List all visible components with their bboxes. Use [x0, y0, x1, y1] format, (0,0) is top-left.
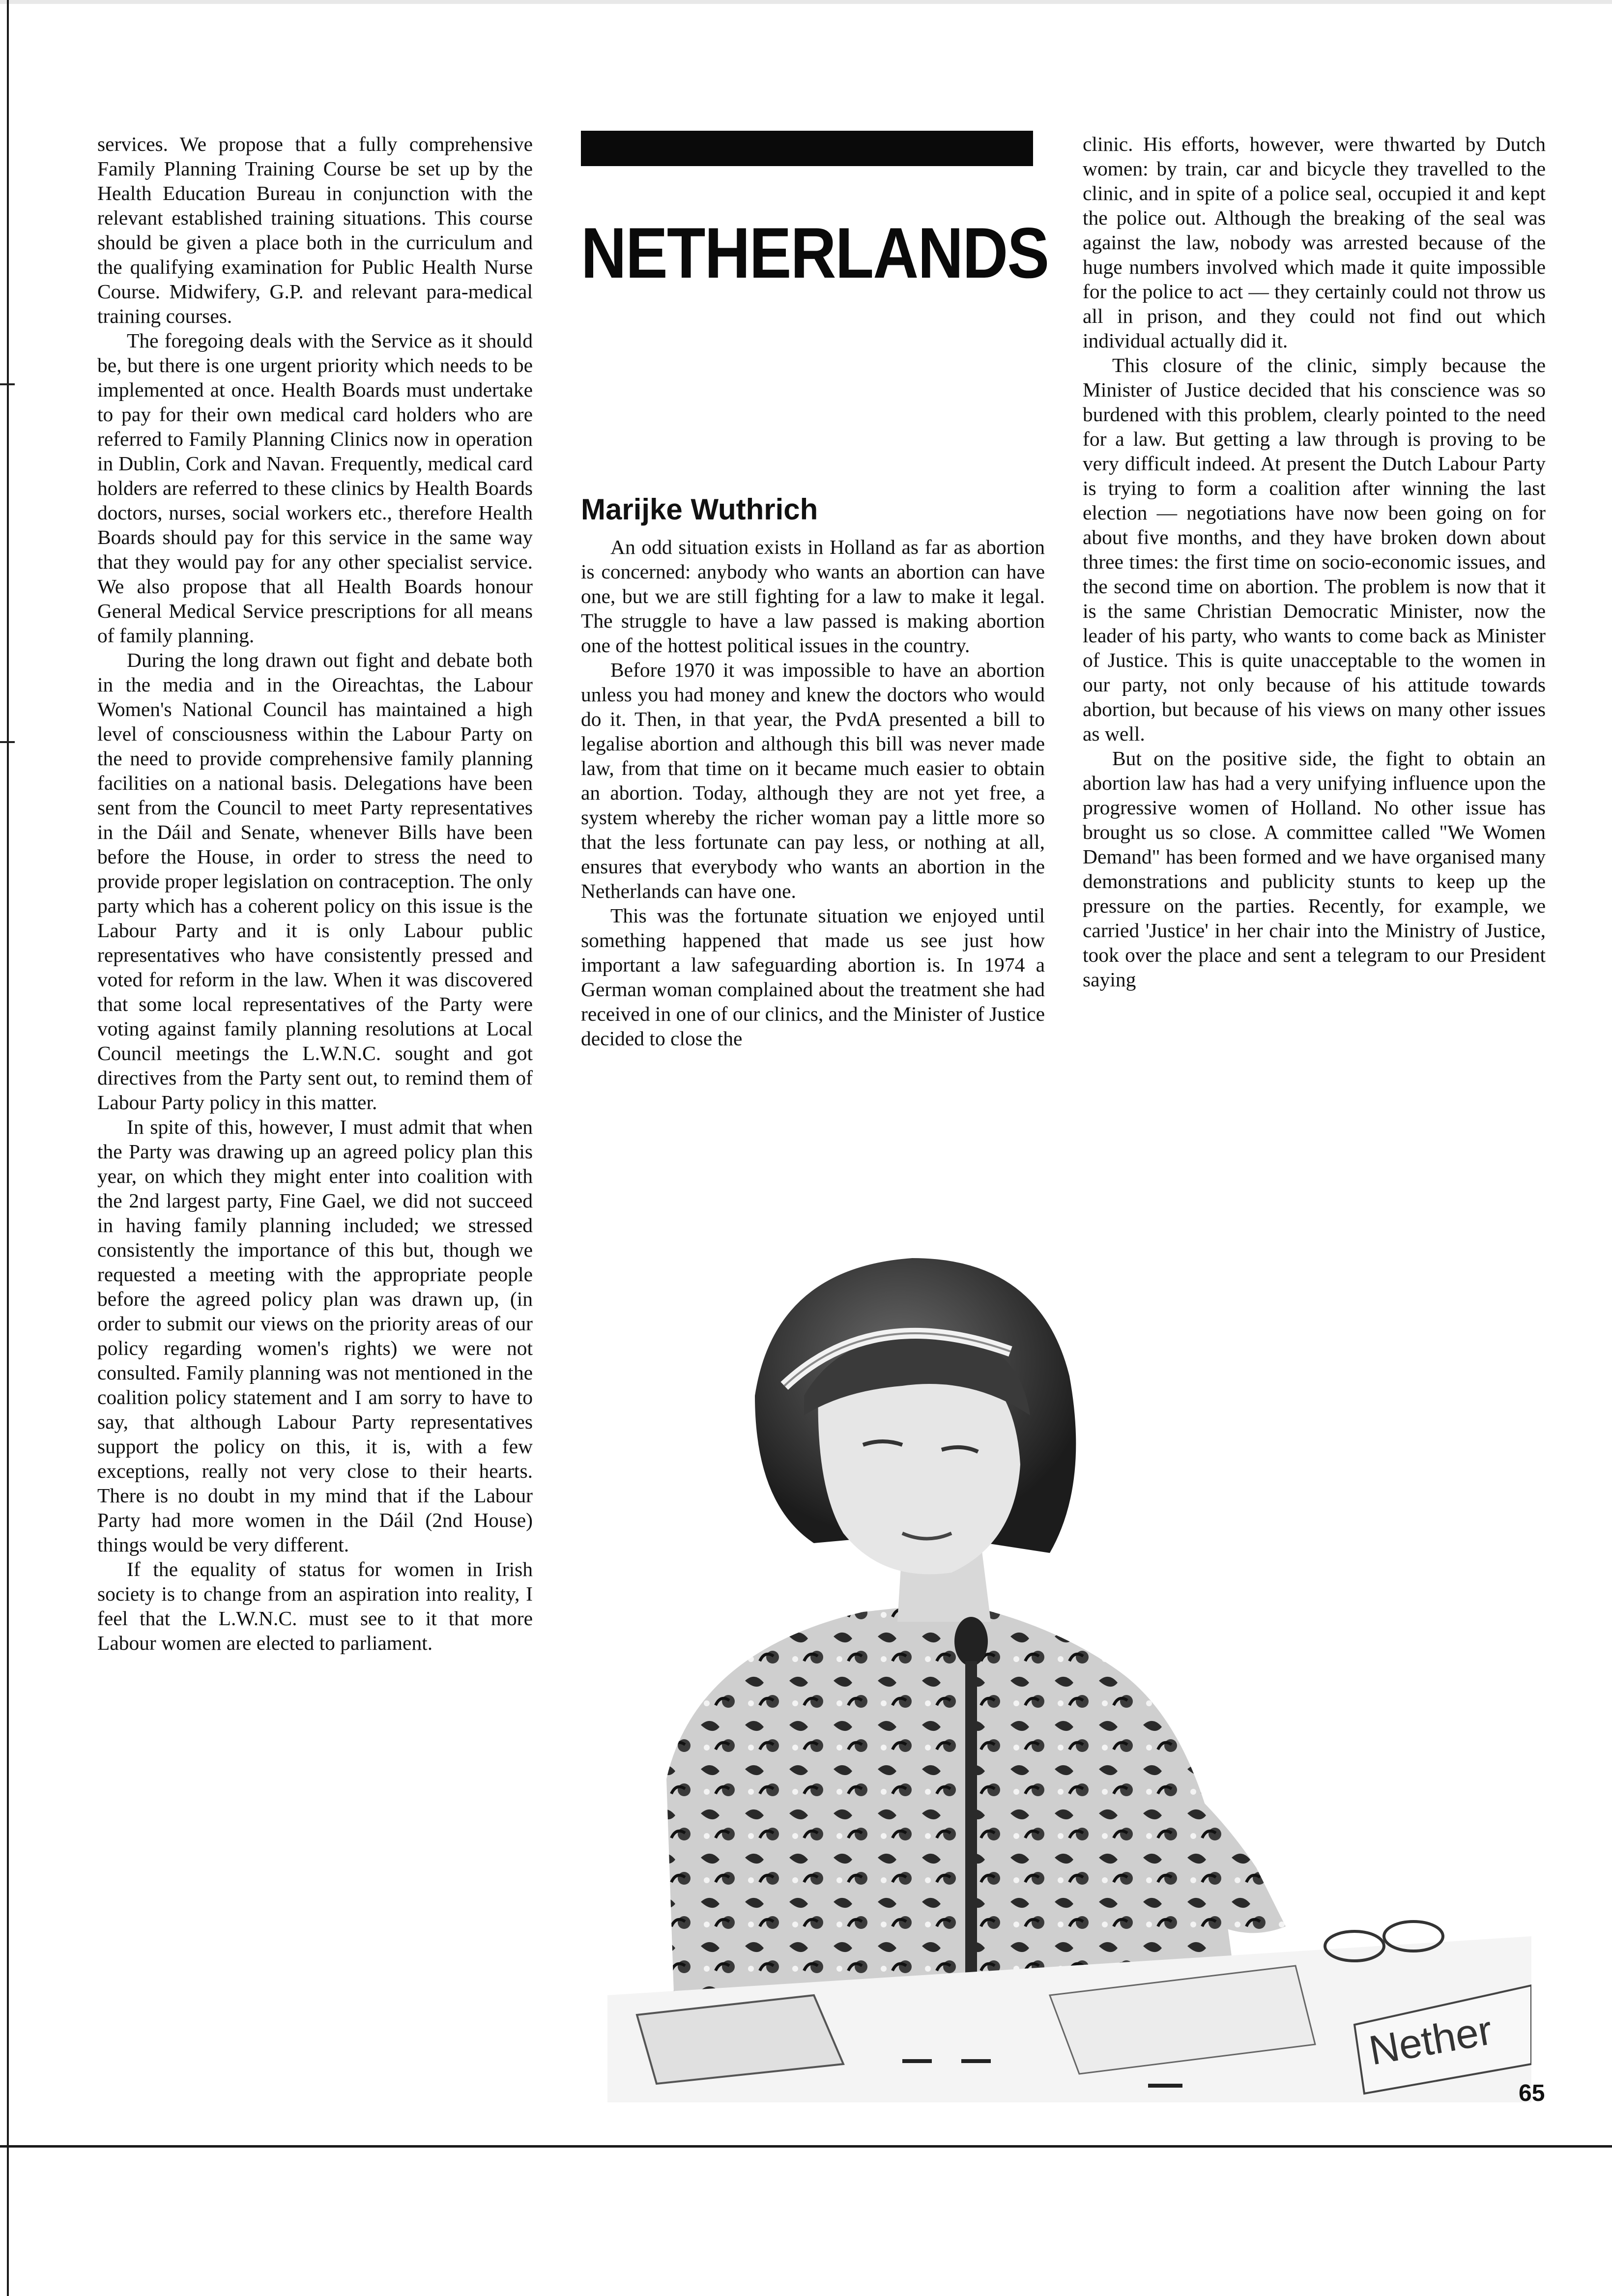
paragraph: Before 1970 it was impossible to have an abortion unless you had money and knew the doctors who would do it. Then, in that year, the PvdA presented a bill to legalise abortion and although this bill was never made law, from that time on it became much easier to obtain an abortion. Today, although they are not yet free, a system whereby the richer woman pay a little more so that the less fortunate can pay less, or nothing at all, ensures that everybody who wants an abortion in the Netherlands can have one.	[581, 659, 1045, 902]
page-title: NETHERLANDS	[581, 213, 1049, 293]
paragraph: This was the fortunate situation we enjoyed until something happened that made us see just how important a law safeguarding abortion is. In 1974 a German woman complained about the treatment she had received in one of our clinics, and the Minister of Justice decided to close the	[581, 904, 1045, 1050]
speaker-photo	[607, 1229, 1531, 2102]
scan-edge-top	[0, 0, 1612, 4]
title-rule	[581, 131, 1033, 166]
right-column	[1083, 132, 1546, 992]
page-number: 65	[1519, 2080, 1545, 2106]
paragraph: In spite of this, however, I must admit that when the Party was drawing up an agreed policy plan this year, on which they might enter into coalition with the 2nd largest party, Fine Gael, we did not succeed in having family planning included; we stressed consistently the importance of this but, though we requested a meeting with the appropriate people before the agreed policy plan was drawn up, (in order to submit our views on the priority areas of our policy regarding women's rights) we were not consulted. Family planning was not mentioned in the coalition policy statement and I am sorry to have to say, that although Labour Party representatives support the policy on this, it is, with a few exceptions, really not very close to their hearts. There is no doubt in my mind that if the Labour Party had more women in the Dáil (2nd House) things would be very different.	[97, 1116, 533, 1556]
scan-edge-bottom	[0, 2145, 1612, 2148]
paragraph: The foregoing deals with the Service as it should be, but there is one urgent priority which needs to be implemented at once. Health Boards must undertake to pay for their own medical card holders who are referred to Family Planning Clinics now in operation in Dublin, Cork and Navan. Frequently, medical card holders are referred to these clinics by Health Boards doctors, nurses, social workers etc., therefore Health Boards should pay for this service in the same way that they would pay for any other specialist service. We also propose that all Health Boards honour General Medical Service prescriptions for all means of family planning.	[97, 329, 533, 647]
paragraph: clinic. His efforts, however, were thwarted by Dutch women: by train, car and bicycle they travelled to the clinic, and in spite of a police seal, occupied it and kept the police out. Although the breaking of the seal was against the law, nobody was arrested because of the huge numbers involved which made it quite impossible for the police to act — they certainly could not throw us all in prison, and they could not find out which individual actually did it.	[1083, 133, 1546, 352]
scan-mark	[0, 383, 15, 385]
paragraph: During the long drawn out fight and debate both in the media and in the Oireachtas, the Labour Women's National Council has maintained a high level of consciousness within the Labour Party on the need to provide comprehensive family planning facilities on a national basis. Delegations have been sent from the Council to meet Party representatives in the Dáil and Senate, whenever Bills have been before the House, in order to stress the need to provide proper legislation on contraception. The only party which has a coherent policy on this issue is the Labour Party and it is only Labour public representatives who have consistently pressed and voted for reform in the law. When it was discovered that some local representatives of the Party were voting against family planning resolutions at Local Council meetings the L.W.N.C. sought and got directives from the Party sent out, to remind them of Labour Party policy in this matter.	[97, 649, 533, 1114]
middle-column	[581, 535, 1045, 1051]
left-column	[97, 132, 533, 1655]
author-byline: Marijke Wuthrich	[581, 493, 818, 526]
paragraph: If the equality of status for women in Irish society is to change from an aspiration into reality, I feel that the L.W.N.C. must see to it that more Labour women are elected to parliament.	[97, 1558, 533, 1654]
scan-edge-left	[7, 0, 9, 2296]
placard-label: Nether	[1365, 2007, 1496, 2074]
scan-mark	[0, 741, 15, 743]
paragraph: An odd situation exists in Holland as far as abortion is concerned: anybody who wants an abortion can have one, but we are still fighting for a law to make it legal. The struggle to have a law passed is making abortion one of the hottest political issues in the country.	[581, 536, 1045, 657]
paragraph: But on the positive side, the fight to obtain an abortion law has had a very unifying influence upon the progressive women of Holland. No other issue has brought us so close. A committee called "We Women Demand" has been formed and we have organised many demonstrations and publicity stunts to keep up the pressure on the parties. Recently, for example, we carried 'Justice' in her chair into the Ministry of Justice, took over the place and sent a telegram to our President saying	[1083, 747, 1546, 991]
paragraph: services. We propose that a fully comprehensive Family Planning Training Course be set up by the Health Education Bureau in conjunction with the relevant established training situations. This course should be given a place both in the curriculum and the qualifying examination for Public Health Nurse Course. Midwifery, G.P. and relevant para-medical training courses.	[97, 133, 533, 327]
paragraph: This closure of the clinic, simply because the Minister of Justice decided that his conscience was so burdened with this problem, clearly pointed to the need for a law. But getting a law through is proving to be very difficult indeed. At present the Dutch Labour Party is trying to form a coalition after winning the last election — negotiations have now been going on for about five months, and they have broken down about three times: the first time on socio-economic issues, and the second time on abortion. The problem is now that it is the same Christian Democratic Minister, now the leader of his party, who wants to come back as Minister of Justice. This is quite unacceptable to the women in our party, not only because of his attitude towards abortion, but because of his views on many other issues as well.	[1083, 354, 1546, 745]
